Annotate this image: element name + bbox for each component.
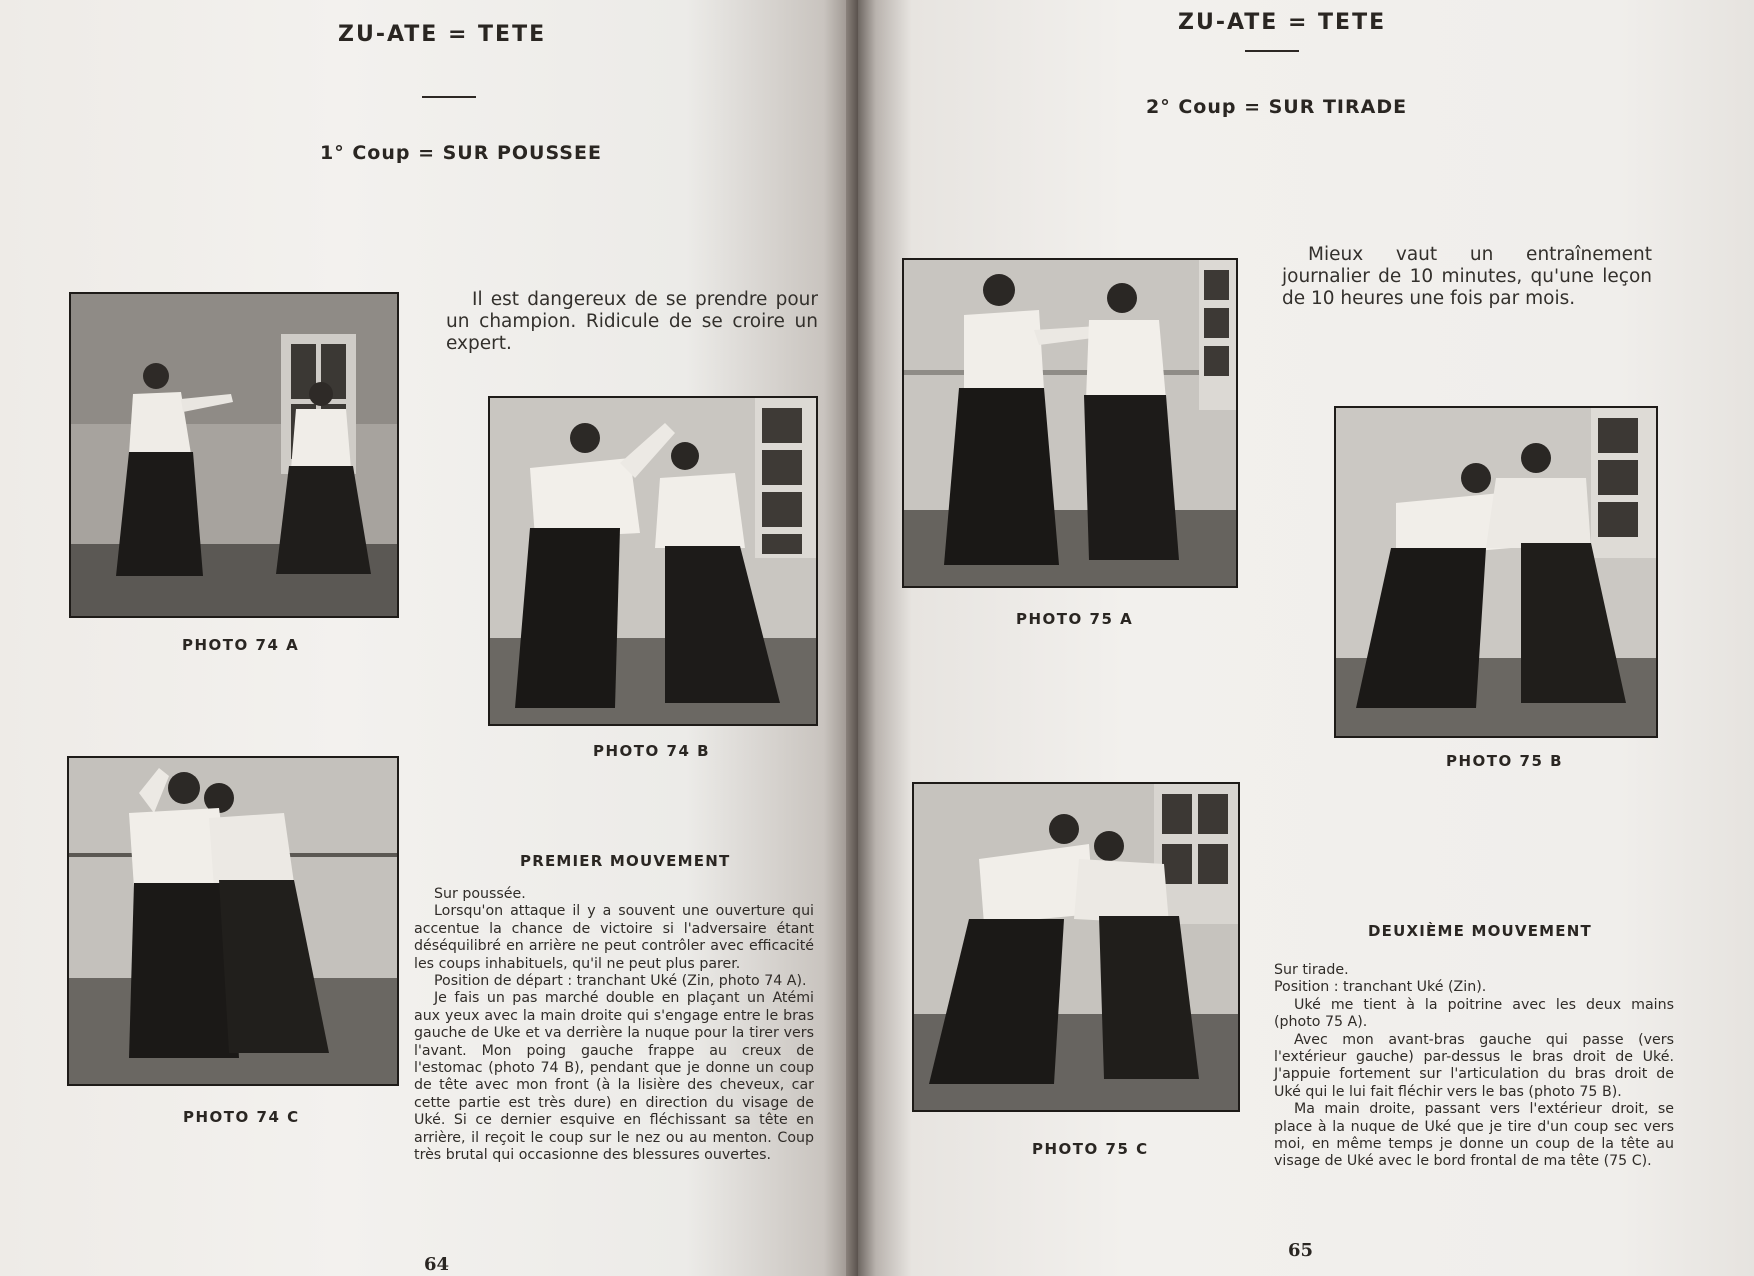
paragraph: Ma main droite, passant vers l'extérieur droit, se place à la nuque de Uké que je tire d'un coup sec vers moi, en même temps je donne un coup de la tête au visage de Uké avec le bord frontal de ma tête (75 C). bbox=[1274, 1101, 1674, 1170]
paragraph: Position de départ : tranchant Uké (Zin, photo 74 A). bbox=[434, 973, 807, 990]
body-text bbox=[1274, 962, 1674, 1171]
photo-74c-caption: PHOTO 74 C bbox=[183, 1108, 300, 1126]
photo-75a-caption: PHOTO 75 A bbox=[1016, 610, 1134, 628]
photo-74b bbox=[488, 396, 818, 726]
photo-74a-caption: PHOTO 74 A bbox=[182, 636, 300, 654]
page-subheading: 2° Coup = SUR TIRADE bbox=[1146, 96, 1408, 118]
paragraph: Position : tranchant Uké (Zin). bbox=[1274, 979, 1487, 996]
section-title: DEUXIÈME MOUVEMENT bbox=[1368, 922, 1592, 940]
photo-74c bbox=[67, 756, 399, 1086]
photo-75b bbox=[1334, 406, 1658, 738]
page-heading: ZU-ATE = TETE bbox=[1178, 10, 1387, 35]
page-quote: Il est dangereux de se prendre pour un champion. Ridicule de se croire un expert. bbox=[446, 289, 818, 354]
photo-75c bbox=[912, 782, 1240, 1112]
paragraph: Lorsqu'on attaque il y a souvent une ouverture qui accentue la chance de victoire si l'adversaire étant déséquilibré en arrière ne peut contrôler avec efficacité les coups inhabituels, qu'il ne peut plus parer. bbox=[414, 903, 814, 972]
photo-75a bbox=[902, 258, 1238, 588]
photo-74b-caption: PHOTO 74 B bbox=[593, 742, 711, 760]
left-page bbox=[0, 0, 858, 1276]
section-title: PREMIER MOUVEMENT bbox=[520, 852, 731, 870]
paragraph: Je fais un pas marché double en plaçant un Atémi aux yeux avec la main droite qui s'engage entre le bras gauche de Uke et va derrière la nuque pour la tirer vers l'avant. Mon poing gauche frappe au creux de l'estomac (photo 74 B), pendant que je donne un coup de tête avec mon front (à la lisière des cheveux, car cette partie est très dure) en direction du visage de Uké. Si ce dernier esquive en fléchissant sa tête en arrière, il reçoit le coup sur le nez ou au menton. Coup très brutal qui occasionne des blessures ouvertes. bbox=[414, 990, 814, 1164]
right-page bbox=[858, 0, 1754, 1276]
photo-74a bbox=[69, 292, 399, 618]
page-number: 65 bbox=[1288, 1240, 1314, 1261]
paragraph: Sur poussée. bbox=[434, 886, 526, 902]
photo-75c-caption: PHOTO 75 C bbox=[1032, 1140, 1149, 1158]
page-subheading: 1° Coup = SUR POUSSEE bbox=[320, 142, 602, 164]
page-number: 64 bbox=[424, 1254, 450, 1275]
paragraph: Sur tirade. bbox=[1274, 962, 1349, 978]
paragraph: Avec mon avant-bras gauche qui passe (vers l'extérieur gauche) par-dessus le bras droit de Uké. J'appuie fortement sur l'articulation du bras droit de Uké qui le lui fait fléchir vers le bas (photo 75 B). bbox=[1274, 1031, 1674, 1100]
page-quote: Mieux vaut un entraînement journalier de 10 minutes, qu'une leçon de 10 heures une fois par mois. bbox=[1282, 244, 1652, 309]
paragraph: Uké me tient à la poitrine avec les deux mains (photo 75 A). bbox=[1274, 996, 1674, 1031]
heading-divider bbox=[1245, 50, 1299, 52]
page-heading: ZU-ATE = TETE bbox=[338, 22, 547, 47]
photo-75b-caption: PHOTO 75 B bbox=[1446, 752, 1564, 770]
heading-divider bbox=[422, 96, 476, 98]
body-text bbox=[414, 886, 814, 1165]
